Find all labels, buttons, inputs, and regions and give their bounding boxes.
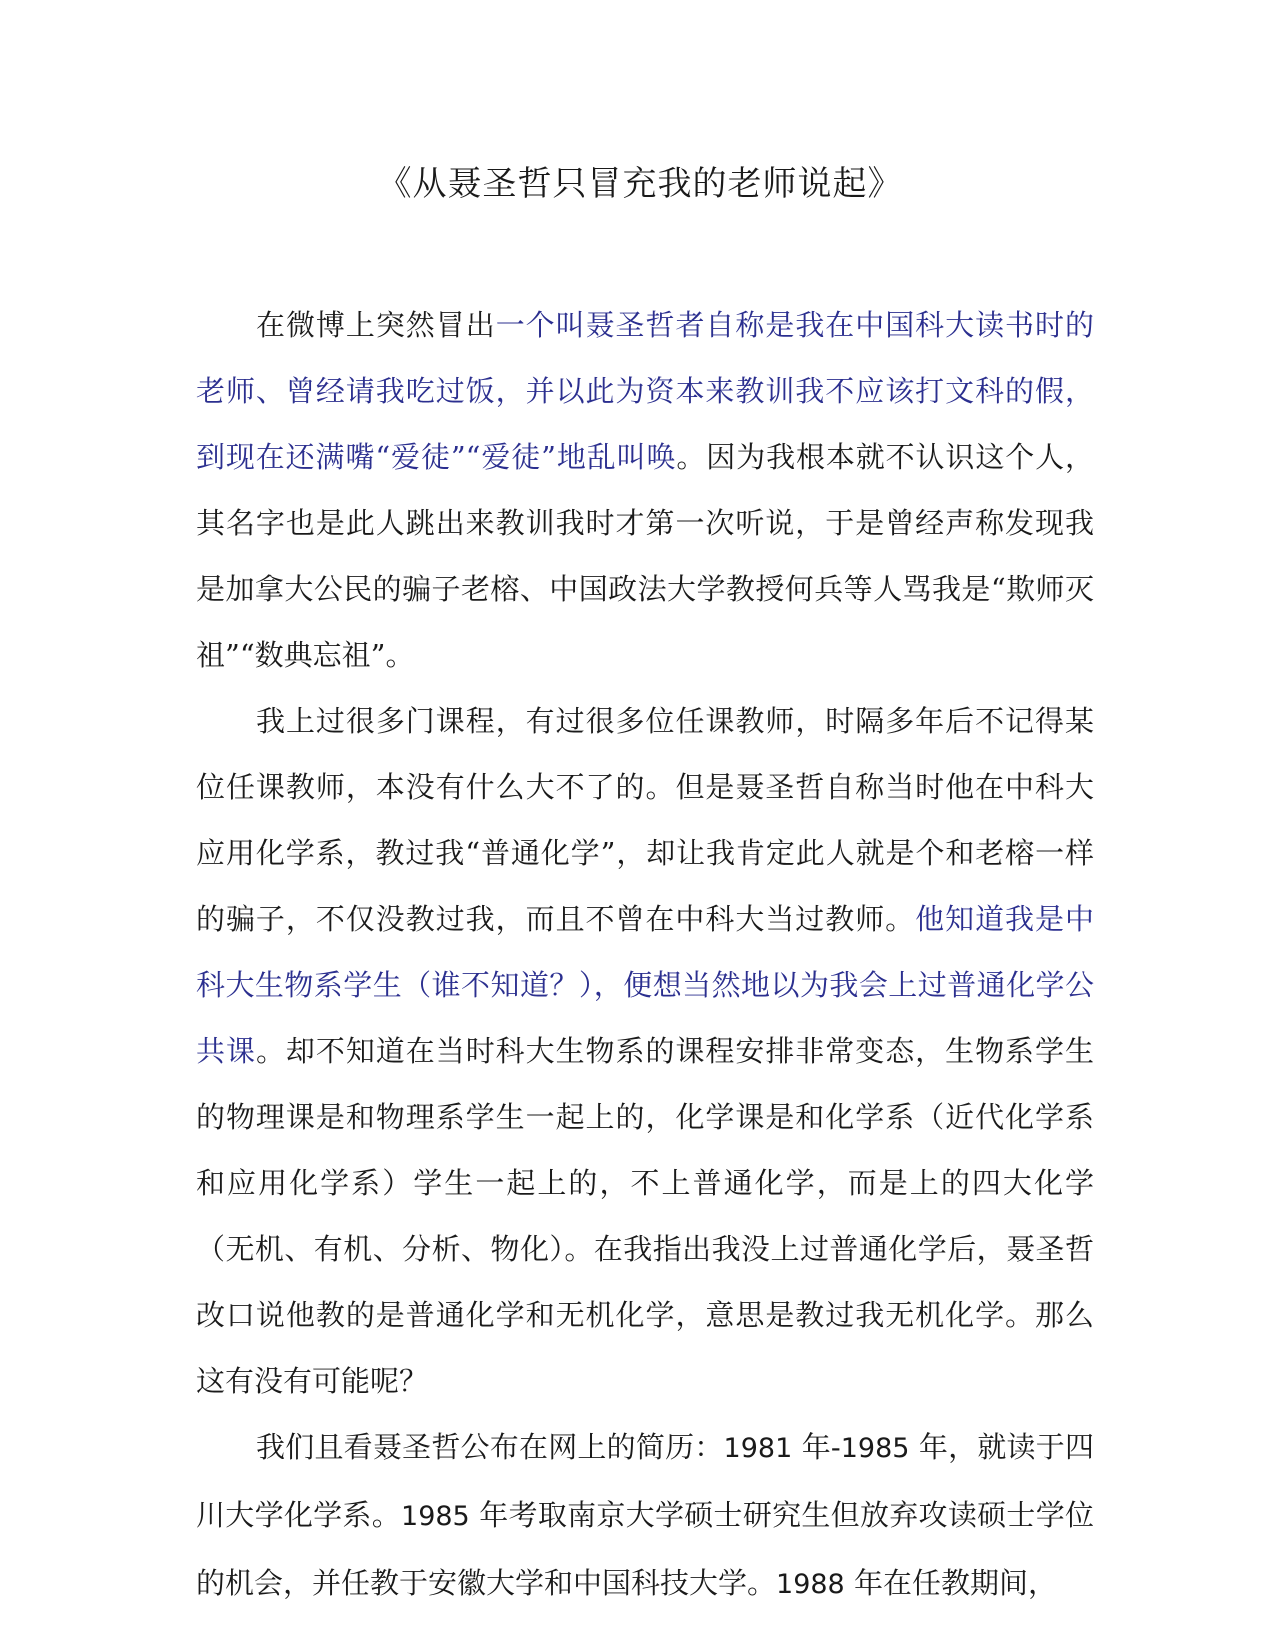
document-title: 《从聂圣哲只冒充我的老师说起》: [377, 164, 903, 204]
paragraph-2: [196, 688, 1094, 1414]
paragraph-1-highlight: 一个叫聂圣哲者自称是我在中国科大读书时的老师、曾经请我吃过饭，并以此为资本来教训我不应该打文科的假，到现在还满嘴“爱徒”“爱徒”地乱叫唤: [196, 308, 1094, 474]
paragraph-3-segment-1: 我们且看聂圣哲公布在网上的简历：: [256, 1430, 724, 1464]
paragraph-3-segment-3: 年-: [792, 1430, 841, 1464]
paragraph-1: [196, 292, 1094, 688]
paragraph-1-segment-3: 。因为我根本就不认识这个人，其名字也是此人跳出来教训我时才第一次听说，于是曾经声称发现我是加拿大公民的骗子老榕、中国政法大学教授何兵等人骂我是“欺师灭祖”“数典忘祖”。: [196, 440, 1094, 672]
paragraph-3-segment-7: 年考取南京大学硕士研究生但放弃攻读硕士学位的机会，并任教于安徽大学和中国科技大学。: [196, 1498, 1094, 1600]
paragraph-3-year-1988: 1988: [776, 1569, 845, 1600]
paragraph-2-segment-3: 。却不知道在当时科大生物系的课程安排非常变态，生物系学生的物理课是和物理系学生一起上的，化学课是和化学系（近代化学系和应用化学系）学生一起上的，不上普通化学，而是上的四大化学（无机、有机、分析、物化）。在我指出我没上过普通化学后，聂圣哲改口说他教的是普通化学和无机化学，意思是教过我无机化学。那么这有没有可能呢？: [196, 1034, 1094, 1398]
paragraph-1-segment-1: 在微博上突然冒出: [256, 308, 496, 342]
paragraph-3-year-1985b: 1985: [401, 1501, 470, 1532]
document-body: [196, 292, 1094, 1618]
paragraph-3: [196, 1414, 1094, 1618]
paragraph-3-year-1981: 1981: [723, 1433, 793, 1464]
paragraph-2-segment-1: 我上过很多门课程，有过很多位任课教师，时隔多年后不记得某位任课教师，本没有什么大不了的。但是聂圣哲自称当时他在中科大应用化学系，教过我“普通化学”，却让我肯定此人就是个和老榕一样的骗子，不仅没教过我，而且不曾在中科大当过教师。: [196, 704, 1094, 936]
paragraph-2-highlight: 他知道我是中科大生物系学生（谁不知道？），便想当然地以为我会上过普通化学公共课: [196, 902, 1094, 1068]
paragraph-3-segment-5: 年，就读于四川大学化学系。: [196, 1430, 1094, 1532]
paragraph-3-year-1985a: 1985: [840, 1433, 910, 1464]
paragraph-3-segment-9: 年在任教期间，: [844, 1566, 1057, 1600]
